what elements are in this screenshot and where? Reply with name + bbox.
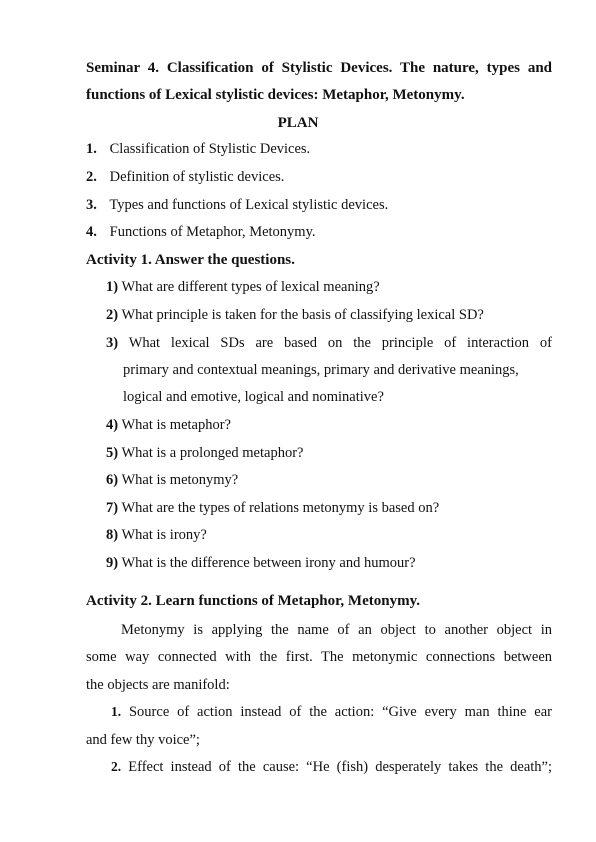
example-item [111, 758, 552, 776]
question-number: 7) [106, 500, 119, 516]
plan-heading: PLAN [277, 115, 319, 131]
page-title-line-1: Seminar 4. Classification of Stylistic Devices. The nature, types and [86, 60, 552, 76]
question-number: 1) [106, 279, 119, 295]
question-number: 5) [106, 445, 119, 461]
plan-item [86, 196, 388, 214]
question-number: 9) [106, 555, 119, 571]
plan-item-text: Classification of Stylistic Devices. [109, 141, 311, 157]
question-item [106, 416, 231, 434]
question-item [106, 526, 207, 544]
plan-item-number: 4. [86, 224, 97, 240]
question-item [106, 554, 416, 572]
question-text: What is metaphor? [121, 417, 231, 433]
question-item [106, 278, 380, 296]
plan-item [86, 140, 310, 158]
question-text: What principle is taken for the basis of classifying lexical SD? [121, 307, 484, 323]
example-number: 1. [111, 704, 122, 719]
example-text: Effect instead of the cause: “He (fish) desperately takes the death”; [128, 759, 553, 775]
paragraph-line: Metonymy is applying the name of an object to another object in [121, 622, 552, 638]
question-item [106, 334, 552, 352]
question-number: 8) [106, 527, 119, 543]
plan-item-number: 1. [86, 141, 97, 157]
question-continuation: primary and contextual meanings, primary and derivative meanings, [123, 362, 519, 378]
question-continuation: logical and emotive, logical and nominative? [123, 389, 384, 405]
activity-1-heading: Activity 1. Answer the questions. [86, 252, 295, 268]
question-text: What lexical SDs are based on the principle of interaction of [128, 335, 552, 351]
question-text: What are the types of relations metonymy is based on? [121, 500, 440, 516]
question-item [106, 499, 439, 517]
question-item [106, 306, 484, 324]
plan-item-number: 3. [86, 197, 97, 213]
plan-item-text: Definition of stylistic devices. [109, 169, 285, 185]
example-text: Source of action instead of the action: “Give every man thine ear [128, 704, 552, 720]
example-continuation: and few thy voice”; [86, 732, 200, 748]
question-number: 6) [106, 472, 119, 488]
question-number: 2) [106, 307, 119, 323]
question-text: What is the difference between irony and humour? [121, 555, 416, 571]
plan-item [86, 223, 316, 241]
paragraph-line: some way connected with the first. The metonymic connections between [86, 649, 552, 665]
activity-2-heading: Activity 2. Learn functions of Metaphor, Metonymy. [86, 593, 420, 609]
question-item [106, 471, 238, 489]
example-item [111, 703, 552, 721]
plan-item-text: Functions of Metaphor, Metonymy. [109, 224, 316, 240]
question-text: What is a prolonged metaphor? [121, 445, 304, 461]
plan-item [86, 168, 284, 186]
question-number: 3) [106, 335, 119, 351]
question-number: 4) [106, 417, 119, 433]
paragraph-line: the objects are manifold: [86, 677, 230, 693]
question-text: What are different types of lexical meaning? [121, 279, 380, 295]
question-text: What is irony? [121, 527, 207, 543]
plan-item-number: 2. [86, 169, 97, 185]
question-text: What is metonymy? [121, 472, 239, 488]
example-number: 2. [111, 759, 122, 774]
question-item [106, 444, 303, 462]
plan-item-text: Types and functions of Lexical stylistic devices. [109, 197, 389, 213]
page-title-line-2: functions of Lexical stylistic devices: Metaphor, Metonymy. [86, 87, 465, 103]
